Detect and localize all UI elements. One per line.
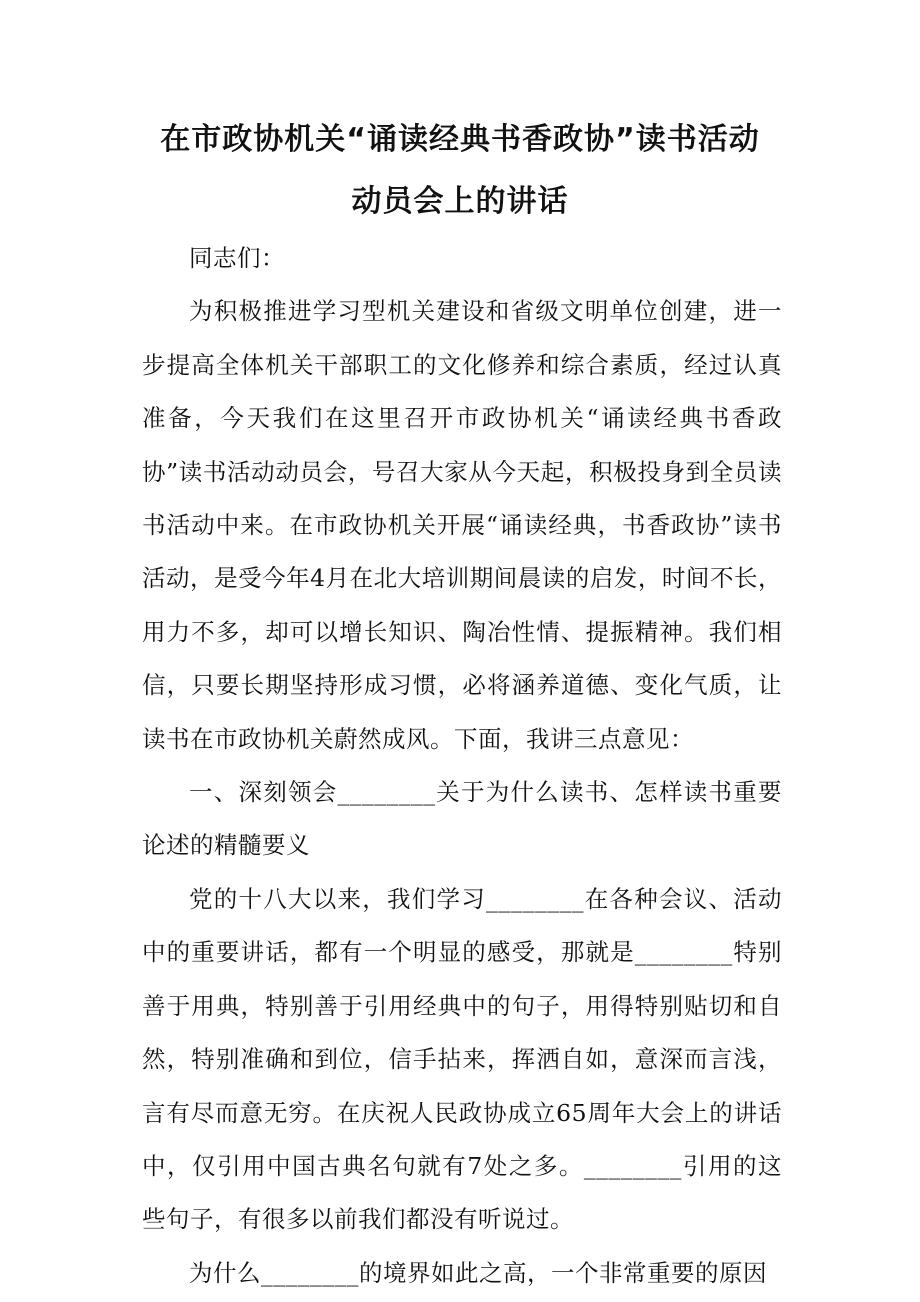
salutation: 同志们： bbox=[189, 244, 285, 272]
section-heading-1: 一、深刻领会________关于为什么读书、怎样读书重要论述的精髓要义 bbox=[142, 778, 782, 860]
body-paragraph-continued: 为什么________的境界如此之高，一个非常重要的原因 bbox=[189, 1258, 767, 1287]
document-body bbox=[142, 232, 782, 1300]
intro-paragraph: 为积极推进学习型机关建设和省级文明单位创建，进一步提高全体机关干部职工的文化修养和综合素质，经过认真准备，今天我们在这里召开市政协机关“诵读经典书香政协”读书活动动员会，号召大家从今天起，积极投身到全员读书活动中来。在市政协机关开展“诵读经典，书香政协”读书活动，是受今年4月在北大培训期间晨读的启发，时间不长，用力不多，却可以增长知识、陶冶性情、提振精神。我们相信，只要长期坚持形成习惯，必将涵养道德、变化气质，让读书在市政协机关蔚然成风。下面，我讲三点意见： bbox=[142, 297, 782, 753]
document-title-line-2: 动员会上的讲话 bbox=[351, 184, 569, 219]
body-paragraph: 党的十八大以来，我们学习________在各种会议、活动中的重要讲话，都有一个明显的感受，那就是________特别善于用典，特别善于引用经典中的句子，用得特别贴切和自然，特别准确和到位，信手拈来，挥洒自如，意深而言浅，言有尽而意无穷。在庆祝人民政协成立65周年大会上的讲话中，仅引用中国古典名句就有7处之多。________引用的这些句子，有很多以前我们都没有听说过。 bbox=[142, 884, 782, 1234]
document-title-line-1: 在市政协机关“诵读经典书香政协”读书活动 bbox=[160, 122, 760, 157]
